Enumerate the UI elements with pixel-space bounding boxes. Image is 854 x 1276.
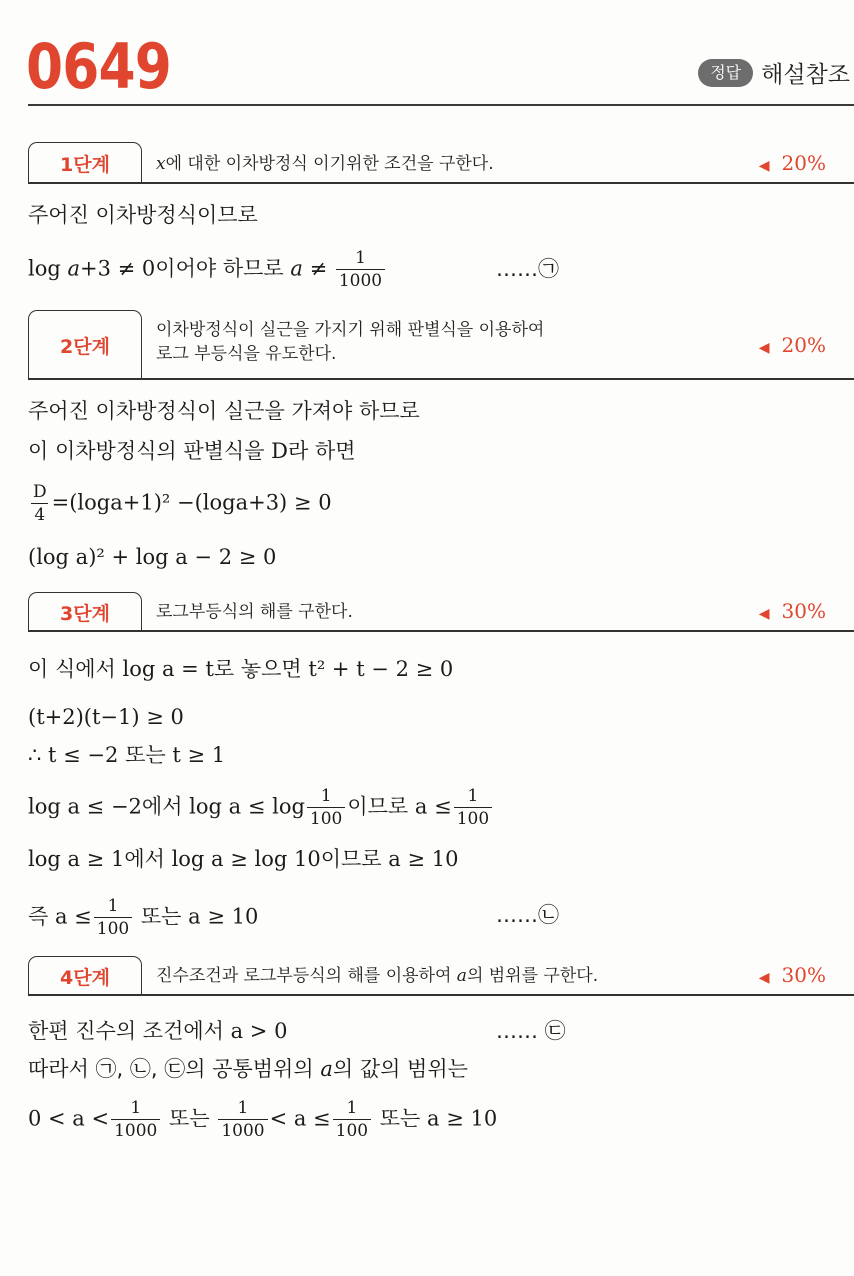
fraction-numerator: 1 — [355, 248, 366, 268]
step-3-line-4 — [28, 786, 494, 829]
text-segment: 또는 — [134, 904, 189, 929]
step-1-rule — [28, 182, 854, 184]
fraction-denominator: 1000 — [336, 269, 385, 291]
step-3-line-5 — [28, 844, 458, 874]
fraction-numerator: 1 — [107, 896, 119, 916]
var-D: D — [271, 439, 289, 463]
math-expression: < a ≤ — [269, 1106, 331, 1131]
text-segment: 진수조건과 로그부등식의 해를 이용하여 — [156, 966, 457, 986]
text-segment: 에서 — [141, 794, 190, 819]
fraction-denominator: 100 — [307, 807, 345, 829]
fraction — [307, 786, 345, 829]
header-divider — [28, 104, 854, 106]
fraction — [94, 896, 132, 939]
step-4-description — [156, 964, 598, 988]
fraction — [111, 1098, 160, 1141]
step-2-header — [28, 310, 854, 380]
step-1-line-1: 주어진 이차방정식이므로 — [28, 203, 258, 227]
step-3-percent — [759, 599, 826, 623]
step-3-tab: 3단계 — [28, 592, 142, 632]
fraction — [333, 1098, 371, 1141]
text-segment: 또는 — [373, 1106, 428, 1131]
text-segment: 이므로 — [320, 847, 389, 871]
text-segment: 즉 — [28, 904, 55, 929]
step-3-header — [28, 592, 854, 632]
math-expression: a ≤ — [414, 794, 452, 819]
step-4-percent-value: 30% — [781, 963, 826, 987]
math-expression: log a ≥ log 10 — [171, 847, 321, 871]
math-expression: 0 < a < — [28, 1106, 110, 1131]
triangle-left-icon: ◀ — [758, 158, 770, 174]
step-2-description — [156, 318, 544, 366]
fraction-numerator: 1 — [320, 786, 332, 806]
step-1-line-2 — [28, 248, 387, 291]
answer-box — [698, 56, 850, 89]
math-expression: a ≥ 10 — [427, 1106, 498, 1131]
math-expression: log a ≤ −2 — [28, 794, 142, 819]
step-4-header — [28, 956, 854, 996]
text-segment: 이 이차방정식의 판별식을 — [28, 439, 272, 463]
fraction-numerator: 1 — [467, 786, 479, 806]
fraction-denominator: 4 — [31, 503, 48, 525]
math-expression: a ≥ 10 — [188, 904, 259, 929]
fraction-denominator: 1000 — [218, 1119, 267, 1141]
text-segment: 로 놓으면 — [213, 657, 309, 681]
math-expression: log a ≤ log — [189, 794, 305, 819]
fraction-denominator: 100 — [333, 1119, 371, 1141]
answer-reference: 해설참조 — [761, 62, 850, 88]
text-segment: 따라서 ㉠, ㉡, ㉢의 공통범위의 — [28, 1057, 321, 1081]
text-segment: 이므로 — [347, 794, 415, 819]
text-segment: 의 범위를 구한다. — [466, 966, 599, 986]
fraction-numerator: D — [33, 482, 47, 502]
step-3-line-2: (t+2)(t−1) ≥ 0 — [28, 705, 184, 729]
triangle-left-icon: ◀ — [758, 606, 770, 622]
text-segment: 이 식에서 — [28, 657, 123, 681]
step-1-tab: 1단계 — [28, 142, 142, 184]
step-4-line-2 — [28, 1054, 468, 1084]
fraction-numerator: 1 — [130, 1098, 142, 1118]
step-3-line-3 — [28, 740, 225, 770]
fraction-numerator: 1 — [237, 1098, 249, 1118]
math-expression: log a ≥ 1 — [28, 847, 125, 871]
problem-number: 0649 — [26, 30, 171, 103]
text-segment: 한편 진수의 조건에서 — [28, 1019, 231, 1043]
step-2-tab: 2단계 — [28, 310, 142, 380]
triangle-left-icon: ◀ — [758, 340, 770, 356]
math-expression: +3 ≠ 0 — [80, 256, 156, 281]
math-expression: ≠ — [302, 256, 334, 281]
math-expression: a ≤ — [54, 904, 92, 929]
step-1-desc-var: x — [156, 154, 166, 174]
math-expression: a ≥ 10 — [388, 847, 459, 871]
math-expression: log a = t — [122, 657, 214, 681]
fraction — [218, 1098, 267, 1141]
step-4-tab: 4단계 — [28, 956, 142, 996]
math-expression: a > 0 — [230, 1019, 288, 1043]
triangle-left-icon: ◀ — [758, 970, 770, 986]
fraction-denominator: 100 — [454, 807, 492, 829]
text-segment: 또는 — [162, 1106, 217, 1131]
log-inequality: (log a)² + log a − 2 ≥ 0 — [28, 545, 277, 569]
fraction — [30, 482, 50, 525]
answer-badge: 정답 — [698, 59, 753, 87]
math-expression: =(logа+1)² −(logа+3) ≥ 0 — [51, 490, 332, 515]
step-2-rule — [28, 378, 854, 380]
text-segment: 의 값의 범위는 — [332, 1057, 468, 1081]
mark-3: …… ㉢ — [496, 1019, 566, 1043]
step-2-desc-line-2: 로그 부등식을 유도한다. — [156, 344, 337, 364]
step-3-line-1 — [28, 654, 453, 684]
text-segment: 라 하면 — [288, 439, 356, 463]
step-2-line-2 — [28, 436, 356, 466]
step-2-percent — [759, 333, 826, 357]
math-expression: t ≥ 1 — [172, 743, 226, 767]
step-1-desc-text: 에 대한 이차방정식 이기위한 조건을 구한다. — [165, 154, 494, 174]
var-a: a — [320, 1057, 333, 1081]
step-1-header — [28, 142, 854, 184]
fraction — [454, 786, 492, 829]
text-segment: 이어야 하므로 — [155, 256, 291, 281]
step-1-percent-value: 20% — [781, 151, 826, 175]
text-segment: 또는 — [118, 743, 173, 767]
var-a: a — [67, 256, 81, 281]
step-1-percent — [759, 151, 826, 175]
fraction-denominator: 1000 — [111, 1119, 160, 1141]
step-2-percent-value: 20% — [781, 333, 826, 357]
step-3-percent-value: 30% — [781, 599, 826, 623]
discriminant-equation — [28, 482, 332, 525]
fraction — [336, 248, 385, 291]
step-4-line-1 — [28, 1016, 287, 1046]
step-3-line-6 — [28, 896, 258, 939]
math-expression: t² + t − 2 ≥ 0 — [308, 657, 454, 681]
step-4-rule — [28, 994, 854, 996]
var-a: a — [456, 966, 467, 986]
step-2-line-1: 주어진 이차방정식이 실근을 가져야 하므로 — [28, 399, 420, 423]
math-expression: ∴ t ≤ −2 — [28, 743, 119, 767]
mark-1: ……㉠ — [496, 257, 559, 281]
step-1-description — [156, 152, 494, 176]
var-a: a — [290, 256, 303, 281]
text-segment: 에서 — [124, 847, 172, 871]
step-4-percent — [759, 963, 826, 987]
fraction-numerator: 1 — [346, 1098, 358, 1118]
step-3-description: 로그부등식의 해를 구한다. — [156, 602, 353, 622]
mark-2: ……㉡ — [496, 903, 559, 927]
step-3-rule — [28, 630, 854, 632]
final-answer — [28, 1098, 497, 1141]
fraction-denominator: 100 — [94, 917, 132, 939]
log-text: log — [28, 256, 68, 281]
step-2-desc-line-1: 이차방정식이 실근을 가지기 위해 판별식을 이용하여 — [156, 320, 545, 340]
